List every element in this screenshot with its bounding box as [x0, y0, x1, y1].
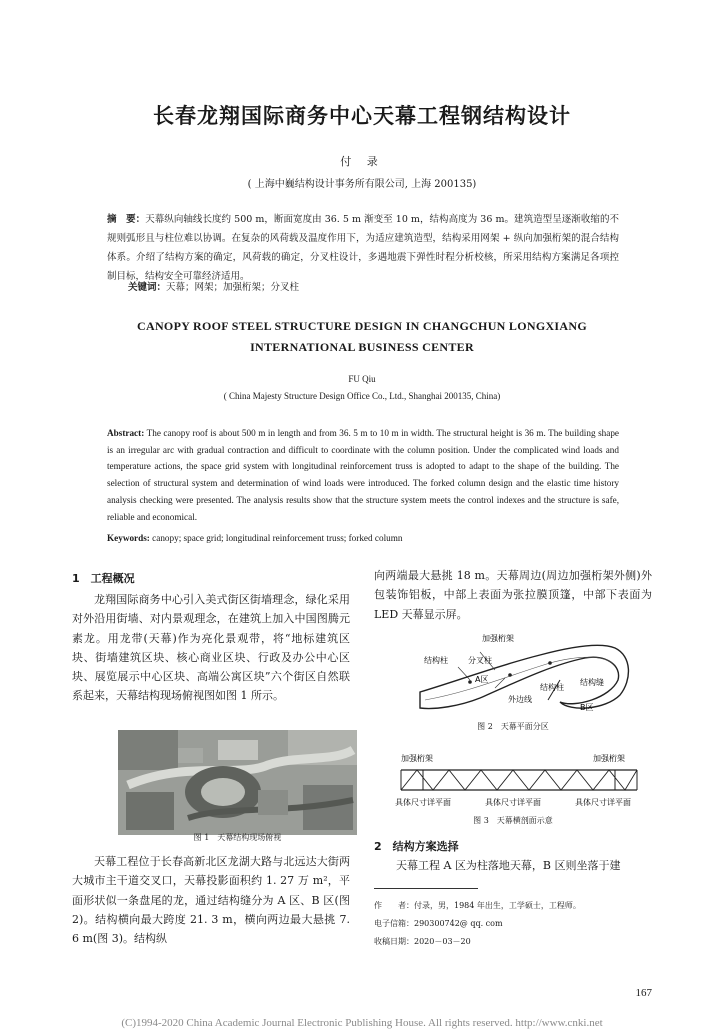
abstract-cn-text: 天幕纵向轴线长度约 500 m，断面宽度由 36. 5 m 渐变至 10 m，结构高度为 36 m。建筑造型呈逐渐收缩的不规则弧形且与柱位难以协调。在复杂的风荷载及温度作用下，为适应建筑造型，结构采用网架 + 纵向加强桁架的混合结构体系。介绍了结构方案的确定，风荷载的确定，分叉柱设计，多遇地震下弹性时程分析校核，所采用结构方案满足各项控制目标，结构安全可靠经济适用。: [107, 214, 619, 282]
page-number: 167: [635, 987, 652, 999]
keywords-cn-label: 关键词：: [128, 282, 167, 293]
section-1-para-1: 龙翔国际商务中心引入美式街区街墙理念，绿化采用对外沿用街墙、对内景观理念，在建筑上加入中国图腾元素龙。用龙带(天幕)作为亮化景观带，将“地标建筑区块、街墙建筑区块、核心商业区块、行政及办公中心区块、展览展示中心区块、高端公寓区块”六个街区自然联系起来，天幕结构现场俯视图如图 1 所示。: [72, 593, 350, 703]
fig2-caption: 图 2 天幕平面分区: [477, 722, 549, 731]
keywords-en-text: canopy; space grid; longitudinal reinforcement truss; forked column: [149, 533, 403, 543]
aerial-photo-graphic: [118, 730, 357, 835]
keywords-en-label: Keywords:: [107, 533, 150, 543]
footnotes: [374, 897, 654, 951]
abstract-en-label: Abstract:: [107, 428, 145, 438]
footnote-author: 作 者：付录，男，1984 年出生，工学硕士，工程师。: [374, 901, 581, 910]
fig2-label-joint: 结构缝: [580, 678, 604, 687]
author-en: FU Qiu: [348, 374, 376, 384]
keywords-cn: [128, 279, 299, 293]
affiliation-cn: ( 上海中巍结构设计事务所有限公司, 上海 200135): [247, 179, 477, 190]
fig3-label-truss-right: 加强桁架: [593, 754, 625, 763]
fig2-plan-diagram: [400, 630, 640, 720]
section-1-heading: 1 工程概况: [72, 572, 135, 585]
fig2-label-truss: 加强桁架: [482, 634, 514, 643]
fig2-label-edge: 外边线: [508, 695, 532, 704]
paper-title-cn: 长春龙翔国际商务中心天幕工程钢结构设计: [153, 104, 571, 128]
footnote-email: 电子信箱：290300742@ qq. com: [374, 919, 503, 928]
copyright-footer: (C)1994-2020 China Academic Journal Electronic Publishing House. All rights reserved. http://www.cnki.net: [121, 1017, 603, 1029]
right-para-1: 向两端最大悬挑 18 m。天幕周边(周边加强桁架外侧)外包装饰铝板，中部上表面为张拉膜顶篷，中部下表面为 LED 天幕显示屏。: [374, 569, 652, 621]
fig3-label-dim-right: 具体尺寸详平面: [575, 798, 631, 807]
section-2-heading: 2 结构方案选择: [374, 840, 459, 853]
section-1-para-2: 天幕工程位于长春高新北区龙湖大路与北远达大街两大城市主干道交叉口，天幕投影面积约 1. 27 万 m²，平面形状似一条盘尾的龙，通过结构缝分为 A 区、B 区(图 2)。结构横向最大跨度 21. 3 m，横向两边最大悬挑 7. 6 m(图 3)。结构纵: [72, 855, 350, 946]
title-en-line1: CANOPY ROOF STEEL STRUCTURE DESIGN IN CHANGCHUN LONGXIANG: [137, 319, 587, 333]
fig2-label-zone-b: B区: [580, 703, 594, 712]
abstract-cn-label: 摘 要：: [107, 214, 146, 225]
paper-title-en: [0, 316, 724, 358]
fig2-label-column: 结构柱: [424, 656, 448, 665]
section-2-para: 天幕工程 A 区为柱落地天幕，B 区则坐落于建: [396, 859, 621, 872]
fig3-label-truss-left: 加强桁架: [401, 754, 433, 763]
fig2-label-column-2: 结构柱: [540, 683, 564, 692]
fig2-label-zone-a: A区: [475, 675, 489, 684]
footnote-date: 收稿日期：2020－03－20: [374, 937, 471, 946]
fig3-label-dim-mid: 具体尺寸详平面: [485, 798, 541, 807]
affiliation-en: ( China Majesty Structure Design Office Co., Ltd., Shanghai 200135, China): [223, 391, 501, 401]
fig3-section-diagram: [393, 752, 645, 810]
title-en-line2: INTERNATIONAL BUSINESS CENTER: [250, 340, 474, 354]
fig1-aerial-photo: [118, 730, 357, 835]
keywords-cn-text: 天幕；网架；加强桁架；分叉柱: [166, 282, 300, 293]
abstract-en-text: The canopy roof is about 500 m in length and from 36. 5 m to 10 m in width. The structural height is 36 m. The building shape is an irregular arc with gradual contraction and difficult to coordinate with the column position. Under the complicated wind loads and temperature actions, the space grid system with longitudinal reinforcement truss is adopted to adapt to the shape of the building. The selection of structural system and determination of wind loads were introduced. The forked column design and the elastic time history analysis checking were presented. The analysis results show that the structure system meets the control indexes and the structure is safe, reliable and economical.: [107, 428, 619, 522]
abstract-cn: [107, 210, 619, 286]
keywords-en: [107, 533, 402, 543]
abstract-en: [107, 425, 619, 525]
fig2-label-fork: 分叉柱: [468, 656, 492, 665]
footnote-divider: [374, 888, 478, 889]
fig1-caption: 图 1 天幕结构现场俯视: [193, 833, 282, 842]
fig3-label-dim-left: 具体尺寸详平面: [395, 798, 451, 807]
author-cn: 付 录: [340, 155, 384, 168]
fig3-caption: 图 3 天幕横剖面示意: [473, 816, 553, 825]
